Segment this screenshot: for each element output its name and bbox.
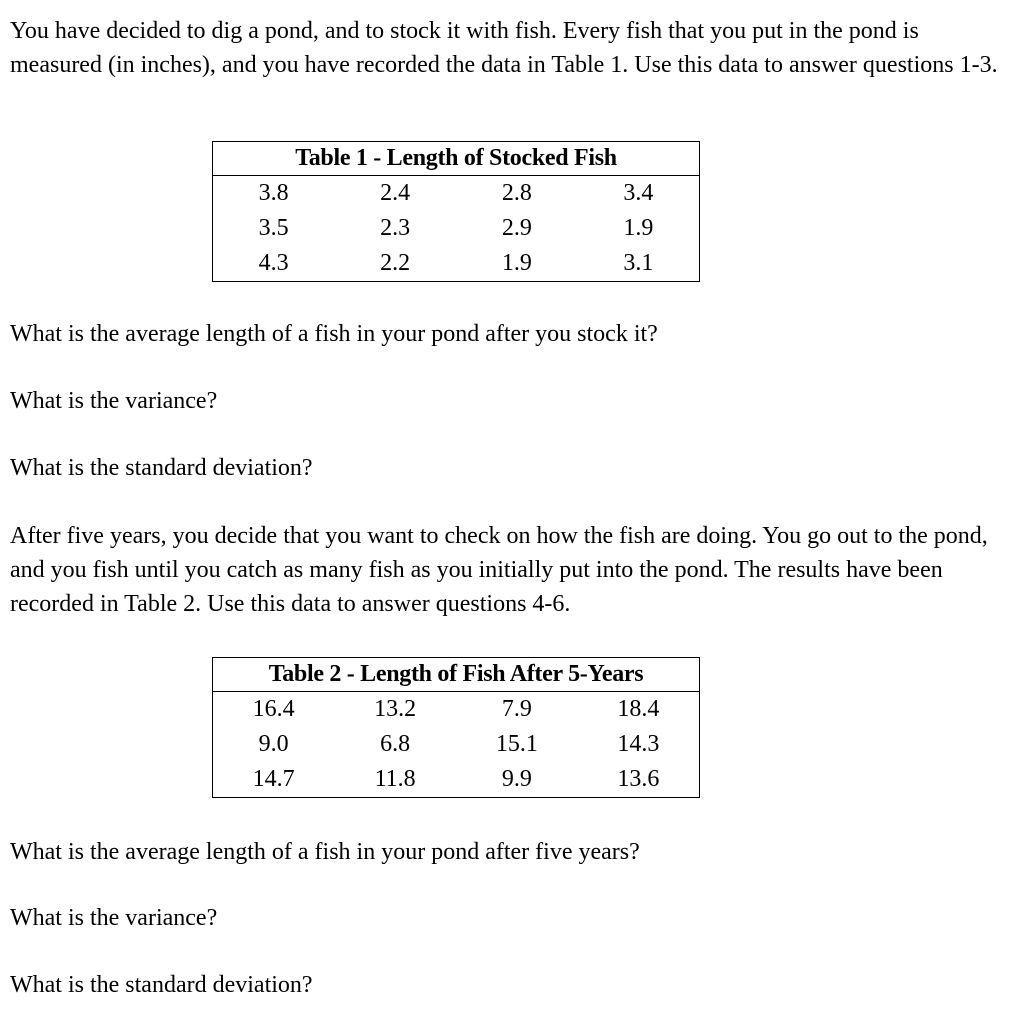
question-1: What is the average length of a fish in your pond after you stock it? xyxy=(10,321,658,347)
table-row xyxy=(213,692,700,728)
intro-paragraph-2: After five years, you decide that you want to check on how the fish are doing. You go out to the pond, and you fish until you catch as many fish as you initially put into the pond. The results have been recorded in Table 2. Use this data to answer questions 4-6. xyxy=(10,523,988,617)
table-row xyxy=(213,211,700,246)
question-3: What is the standard deviation? xyxy=(10,455,313,481)
intro-paragraph-1: You have decided to dig a pond, and to stock it with fish. Every fish that you put in the pond is measured (in inches), and you have recorded the data in Table 1. Use this data to answer questions 1-3. xyxy=(10,18,998,78)
table-cell: 13.6 xyxy=(617,766,660,792)
table-cell: 4.3 xyxy=(258,250,289,276)
table-row xyxy=(213,727,700,762)
table-cell: 14.3 xyxy=(617,731,660,757)
table-cell: 3.5 xyxy=(258,215,289,241)
table-cell: 7.9 xyxy=(501,696,532,722)
table-cell: 2.4 xyxy=(380,180,411,206)
table-cell: 3.4 xyxy=(623,180,654,206)
table-cell: 3.8 xyxy=(258,180,289,206)
table-row xyxy=(213,176,700,212)
table-cell: 18.4 xyxy=(617,696,660,722)
table-1-title: Table 1 - Length of Stocked Fish xyxy=(213,142,700,176)
table-row xyxy=(213,762,700,798)
table-2-title: Table 2 - Length of Fish After 5-Years xyxy=(213,658,700,692)
table-cell: 2.9 xyxy=(501,215,532,241)
table-row xyxy=(213,246,700,282)
table-cell: 16.4 xyxy=(252,696,295,722)
table-cell: 1.9 xyxy=(501,250,532,276)
table-cell: 15.1 xyxy=(495,731,538,757)
table-cell: 1.9 xyxy=(623,215,654,241)
question-5: What is the variance? xyxy=(10,905,218,931)
table-cell: 13.2 xyxy=(374,696,417,722)
table-cell: 14.7 xyxy=(252,766,295,792)
table-1 xyxy=(212,141,700,282)
question-6: What is the standard deviation? xyxy=(10,972,313,998)
table-cell: 2.8 xyxy=(501,180,532,206)
table-cell: 9.9 xyxy=(501,766,532,792)
table-cell: 2.3 xyxy=(380,215,411,241)
question-4: What is the average length of a fish in your pond after five years? xyxy=(10,839,640,865)
table-cell: 3.1 xyxy=(623,250,654,276)
table-2 xyxy=(212,657,700,798)
table-cell: 6.8 xyxy=(380,731,411,757)
table-cell: 2.2 xyxy=(380,250,411,276)
table-cell: 9.0 xyxy=(258,731,289,757)
question-2: What is the variance? xyxy=(10,388,218,414)
table-cell: 11.8 xyxy=(374,766,416,792)
